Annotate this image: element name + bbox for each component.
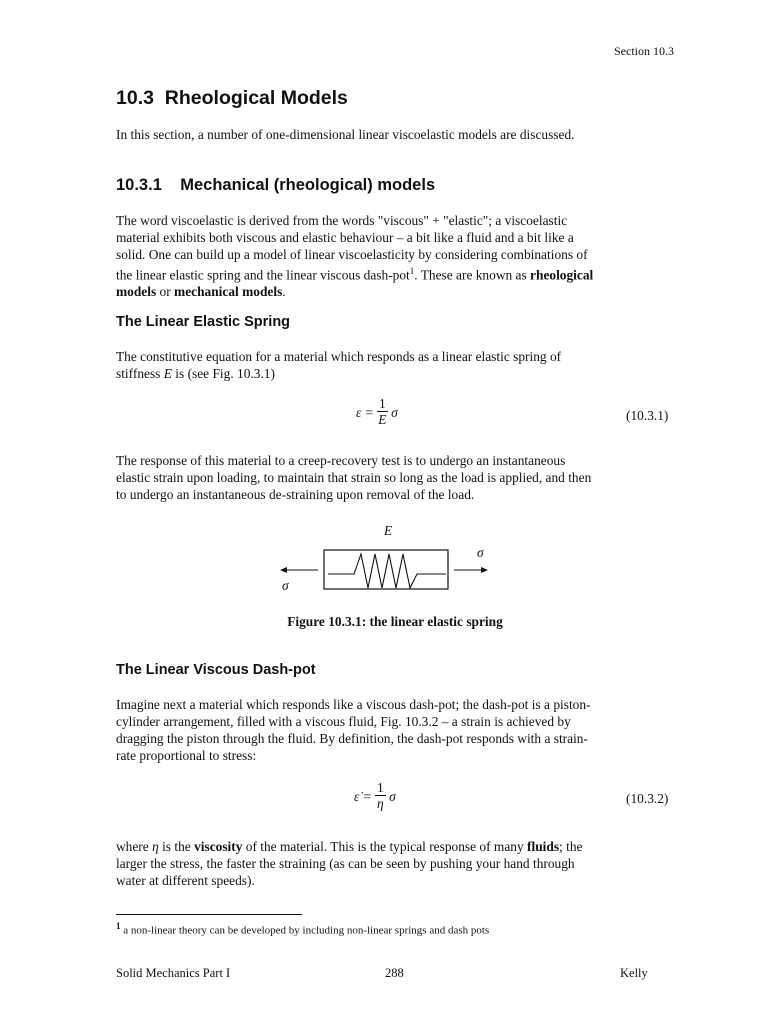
- eq1-rhs: σ: [391, 405, 398, 420]
- eq1-fraction: [377, 397, 388, 428]
- creep-line1: The response of this material to a creep-recovery test is to undergo an instantaneous: [116, 453, 566, 468]
- dashpot-line4: rate proportional to stress:: [116, 748, 257, 763]
- footnote: [116, 921, 489, 937]
- footer-right: Kelly: [620, 966, 648, 980]
- para1-line4: the linear elastic spring and the linear viscous dash-pot$^1$. These are known as rheological: [116, 266, 594, 283]
- subsection-text: Mechanical (rheological) models: [180, 176, 436, 194]
- figure-caption-1: Figure 10.3.1: the linear elastic spring: [287, 614, 503, 629]
- footnote-mark: 1: [116, 921, 121, 931]
- creep-line2: elastic strain upon loading, to maintain that strain so long as the load is applied, and then: [116, 470, 592, 485]
- equation-10-3-2: [354, 781, 396, 812]
- footnote-rule: [116, 914, 302, 915]
- dashpot-line2: cylinder arrangement, filled with a viscous fluid, Fig. 10.3.2 – a strain is achieved by: [116, 714, 571, 729]
- footnote-text: a non-linear theory can be developed by including non-linear springs and dash pots: [120, 924, 490, 937]
- intro-paragraph: In this section, a number of one-dimensional linear viscoelastic models are discussed.: [116, 127, 575, 142]
- eq1-denominator: E: [378, 412, 387, 427]
- page-title: [116, 87, 348, 110]
- eq2-lhs: ε̇ =: [354, 789, 372, 804]
- para1-line2: material exhibits both viscous and elastic behaviour – a bit like a fluid and a bit like a: [116, 230, 574, 245]
- spring-heading: The Linear Elastic Spring: [116, 314, 291, 330]
- eq2-numerator: 1: [377, 780, 384, 795]
- viscosity-line2: larger the stress, the faster the straining (as can be seen by pushing your hand through: [116, 856, 575, 871]
- dashpot-line3: dragging the piston through the fluid. By definition, the dash-pot responds with a strain-: [116, 731, 588, 746]
- dashpot-paragraph: [116, 696, 676, 764]
- title-text: Rheological Models: [164, 87, 348, 109]
- subsection-heading: [116, 176, 435, 195]
- right-arrow: [454, 567, 488, 573]
- title-number: 10.3: [116, 87, 154, 109]
- equation-number-2: (10.3.2): [626, 791, 669, 806]
- spring-diagram: [270, 540, 500, 600]
- spring-paragraph: [116, 348, 676, 382]
- viscosity-line1: where η is the viscosity of the material. This is the typical response of many fluids; the: [116, 839, 583, 854]
- subsection-number: 10.3.1: [116, 176, 162, 194]
- eq2-denominator: η: [377, 796, 384, 811]
- creep-paragraph: [116, 452, 676, 503]
- equation-10-3-1: [356, 397, 398, 428]
- figure-sigma-left: σ: [282, 578, 289, 593]
- eta-symbol: η: [152, 839, 159, 854]
- figure-sigma-right: σ: [477, 545, 484, 560]
- para1-line5: models or mechanical models.: [116, 284, 286, 300]
- equation-number-1: (10.3.1): [626, 408, 669, 423]
- footer-page-number: 288: [385, 966, 404, 980]
- section-label: Section 10.3: [614, 44, 674, 58]
- viscosity-paragraph: [116, 838, 676, 889]
- footer-left: Solid Mechanics Part I: [116, 966, 231, 980]
- creep-line3: to undergo an instantaneous de-straining upon removal of the load.: [116, 487, 475, 502]
- left-arrow: [280, 567, 318, 573]
- para1-line3: solid. One can build up a model of linear viscoelasticity by considering combinations of: [116, 247, 588, 262]
- spring-line1: The constitutive equation for a material which responds as a linear elastic spring of: [116, 349, 562, 364]
- dashpot-line1: Imagine next a material which responds like a viscous dash-pot; the dash-pot is a piston-: [116, 697, 591, 712]
- eq1-numerator: 1: [379, 396, 386, 411]
- dashpot-heading: The Linear Viscous Dash-pot: [116, 662, 316, 678]
- para1-line1: The word viscoelastic is derived from the words "viscous" + "elastic"; a viscoelastic: [116, 213, 568, 228]
- eq1-lhs: ε =: [356, 405, 374, 420]
- paragraph-viscoelastic: [116, 212, 676, 300]
- spring-line2: stiffness E is (see Fig. 10.3.1): [116, 366, 275, 381]
- figure-label-E: E: [384, 523, 393, 538]
- stiffness-symbol: E: [163, 366, 172, 381]
- viscosity-line3: water at different speeds).: [116, 873, 255, 888]
- eq2-rhs: σ: [389, 789, 396, 804]
- eq2-fraction: [375, 781, 386, 812]
- spring-zigzag: [328, 554, 446, 588]
- footnote-marker: 1: [409, 266, 415, 276]
